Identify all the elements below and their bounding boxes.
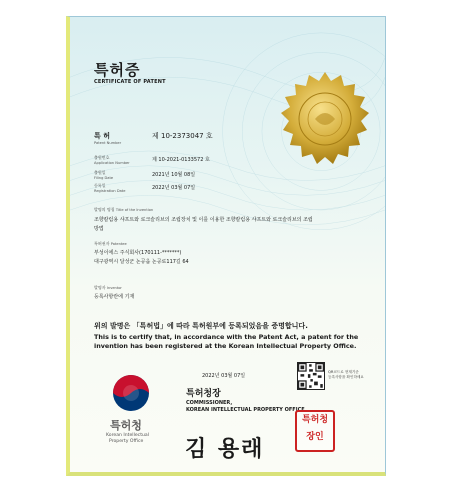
stamp-line2: 장인 [306,432,324,442]
inventor-value: 등록사항란에 기재 [94,294,135,300]
application-number-label-en: Application Number [94,161,130,165]
logo-name-ko: 특허청 [110,419,142,432]
invention-title-label: 발명의 명칭 Title of the Invention [94,207,154,212]
kipo-emblem-icon [111,373,151,413]
certificate-page [66,16,386,476]
official-stamp [295,410,335,452]
certificate-title: 특허증 [94,61,141,79]
commissioner-title: COMMISSIONER, [186,400,233,406]
patentee-name: 부성이에스 주식회사(170111-*******) [94,250,182,256]
invention-title-line2: 방법 [94,226,104,232]
patent-number-label: 특 허 [94,132,110,140]
logo-name-en-line2: Property Office [109,439,144,444]
gold-seal-icon [270,69,380,179]
filing-date-label: 출원일 [94,170,106,175]
qr-note-line2: 등록사항을 확인하세요 [328,375,364,379]
filing-date: 2021년 10월 08일 [152,172,196,178]
office-title-ko: 특허청장 [186,389,221,399]
patentee-label: 특허권자 Patentee [94,241,127,246]
patentee-address: 대구광역시 달성군 논공읍 논공로117길 64 [94,259,189,265]
registration-date-label: 등록일 [94,183,106,188]
application-number: 제 10-2021-0133572 호 [152,157,210,163]
certification-text-en: This is to certify that, in accordance with the Patent Act, a patent for the invention has been registered at the Korean Intellectual Property Office. [94,333,359,350]
invention-title-line1: 조향칼럼용 샤프트와 로크슬리브의 조립장치 및 이를 이용한 조향칼럼용 샤프트와 로크슬리브의 조립 [94,217,313,223]
logo-name-en-line1: Korean Intellectual [106,433,149,438]
office-title-en: KOREAN INTELLECTUAL PROPERTY OFFICE [186,407,305,413]
filing-date-label-en: Filing Date [94,176,114,180]
commissioner-signature: 김 용래 [185,436,265,462]
qr-code-icon [297,362,325,390]
issue-date: 2022년 03월 07일 [202,373,246,379]
stamp-line1: 특허청 [301,415,329,425]
qr-note-line1: QR코드로 현재기준 [328,370,359,374]
patent-number-label-en: Patent Number [94,141,122,145]
certification-text-ko: 위의 발명은 「특허법」에 따라 특허원부에 등록되었음을 증명합니다. [94,322,308,330]
registration-date: 2022년 03월 07일 [152,185,196,191]
registration-date-label-en: Registration Date [94,189,126,193]
inventor-label: 발명자 Inventor [94,285,122,290]
patent-number: 제 10-2373047 호 [152,132,213,140]
certificate-subtitle: CERTIFICATE OF PATENT [94,79,166,85]
application-number-label: 출원번호 [94,155,110,160]
